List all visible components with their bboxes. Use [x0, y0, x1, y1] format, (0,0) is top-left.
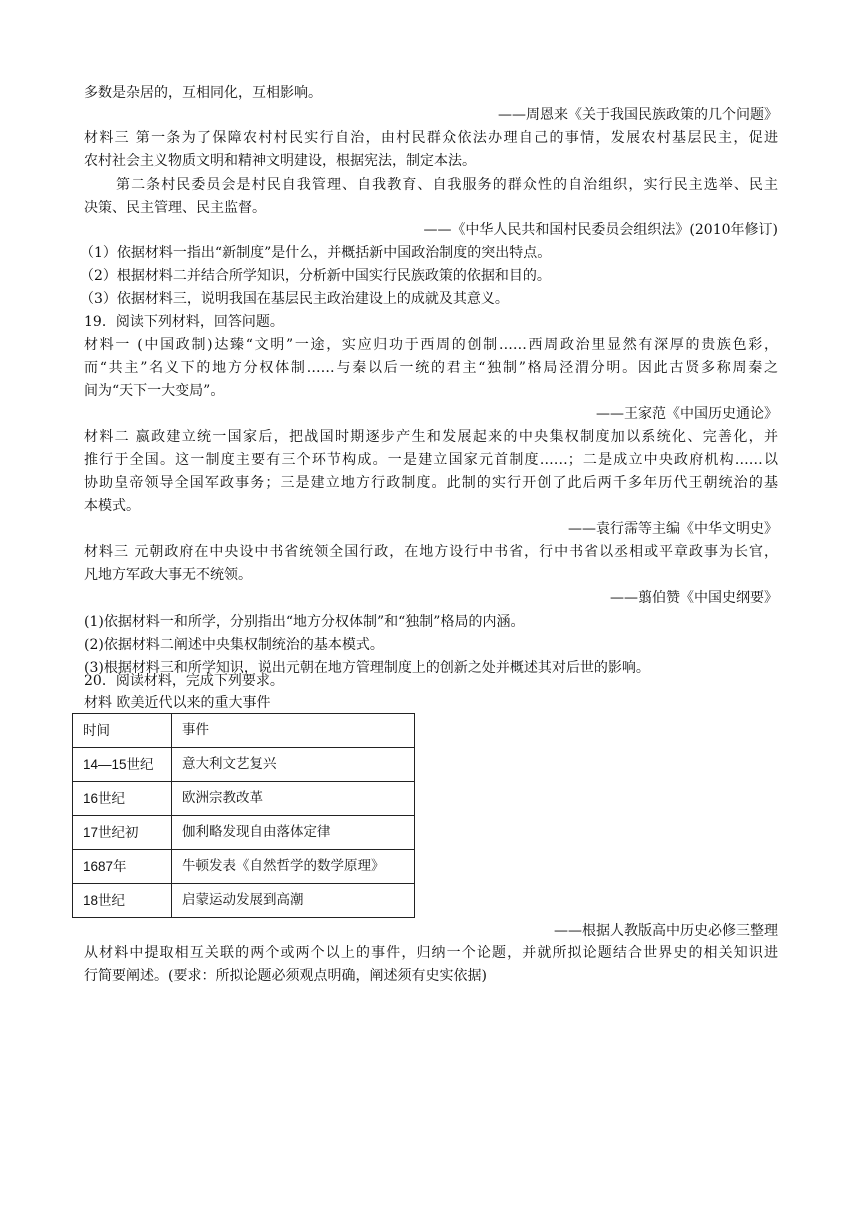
q19-material3-line: 凡地方军政大事无不统领。: [84, 567, 252, 583]
q19-material2-line: 本模式。: [84, 498, 140, 514]
q19-material3-line: 材料三 元朝政府在中央设中书省统领全国行政，在地方设行中书省，行中书省以丞相或平章政事为长官，: [84, 544, 778, 560]
header-time: 时间: [73, 714, 172, 748]
q20-task-line: 从材料中提取相互关联的两个或两个以上的事件，归纳一个论题，并就所拟论题结合世界史的相关知识进: [84, 945, 778, 961]
q18-source-2: ——周恩来《关于我国民族政策的几个问题》: [498, 107, 778, 123]
q19-heading: 19．阅读下列材料，回答问题。: [84, 314, 284, 330]
q18-subquestion-2: （2）根据材料二并结合所学知识，分析新中国实行民族政策的依据和目的。: [80, 268, 551, 284]
table-row: [73, 748, 415, 782]
q20-table-caption: 材料 欧美近代以来的重大事件: [84, 695, 271, 711]
q19-material1-line: 间为“天下一大变局”。: [84, 383, 225, 399]
cell-time: 17世纪初: [73, 816, 172, 850]
table-row: [73, 884, 415, 918]
cell-event: 牛顿发表《自然哲学的数学原理》: [172, 850, 415, 884]
q19-material1-line: 而“共主”名义下的地方分权体制……与秦以后一统的君主“独制”格局泾渭分明。因此古贤多称周秦之: [84, 360, 778, 376]
q18-source-3: ——《中华人民共和国村民委员会组织法》(2010年修订): [423, 222, 778, 238]
header-event: 事件: [172, 714, 415, 748]
q18-material3-line: 第二条村民委员会是村民自我管理、自我教育、自我服务的群众性的自治组织，实行民主选举、民主: [116, 177, 778, 193]
cell-event: 伽利略发现自由落体定律: [172, 816, 415, 850]
table-row: [73, 816, 415, 850]
cell-time: 16世纪: [73, 782, 172, 816]
q18-subquestion-1: （1）依据材料一指出“新制度”是什么，并概括新中国政治制度的突出特点。: [80, 245, 552, 261]
cell-time: 18世纪: [73, 884, 172, 918]
q20-task-line: 行简要阐述。(要求：所拟论题必须观点明确，阐述须有史实依据): [84, 968, 487, 984]
q18-material3-line: 决策、民主管理、民主监督。: [84, 200, 266, 216]
q19-material1-line: 材料一 (中国政制)达臻“文明”一途，实应归功于西周的创制……西周政治里显然有深厚的贵族色彩，: [84, 337, 778, 353]
q19-material2-line: 协助皇帝领导全国军政事务；三是建立地方行政制度。此制的实行开创了此后两千多年历代王朝统治的基: [84, 475, 778, 491]
q19-source-2: ——袁行霈等主编《中华文明史》: [568, 521, 778, 537]
cell-event: 欧洲宗教改革: [172, 782, 415, 816]
cell-event: 启蒙运动发展到高潮: [172, 884, 415, 918]
q19-material2-line: 材料二 嬴政建立统一国家后，把战国时期逐步产生和发展起来的中央集权制度加以系统化、完善化，并: [84, 429, 778, 445]
q18-material3-line: 材料三 第一条为了保障农村村民实行自治，由村民群众依法办理自己的事情，发展农村基层民主，促进: [84, 130, 778, 146]
q20-heading: 20．阅读材料，完成下列要求。: [84, 673, 284, 689]
q18-subquestion-3: （3）依据材料三，说明我国在基层民主政治建设上的成就及其意义。: [80, 291, 509, 307]
q20-source: ——根据人教版高中历史必修三整理: [554, 923, 778, 939]
table-header-row: [73, 714, 415, 748]
q18-material3-line: 农村社会主义物质文明和精神文明建设，根据宪法，制定本法。: [84, 153, 476, 169]
q18-text-line: 多数是杂居的，互相同化，互相影响。: [84, 85, 322, 101]
table-row: [73, 782, 415, 816]
q19-subquestion-2: (2)依据材料二阐述中央集权制统治的基本模式。: [84, 637, 384, 653]
table-row: [73, 850, 415, 884]
cell-time: 14—15世纪: [73, 748, 172, 782]
q19-subquestion-1: (1)依据材料一和所学，分别指出“地方分权体制”和“独制”格局的内涵。: [84, 614, 525, 630]
q19-material2-line: 推行于全国。这一制度主要有三个环节构成。一是建立国家元首制度……；二是成立中央政府机构……以: [84, 452, 778, 468]
q19-source-1: ——王家范《中国历史通论》: [596, 406, 778, 422]
cell-event: 意大利文艺复兴: [172, 748, 415, 782]
events-table: [72, 713, 415, 918]
q19-subquestion-3: (3)根据材料三和所学知识，说出元朝在地方管理制度上的创新之处并概述其对后世的影响。: [84, 660, 650, 676]
q19-source-3: ——翦伯赞《中国史纲要》: [610, 590, 778, 606]
cell-time: 1687年: [73, 850, 172, 884]
